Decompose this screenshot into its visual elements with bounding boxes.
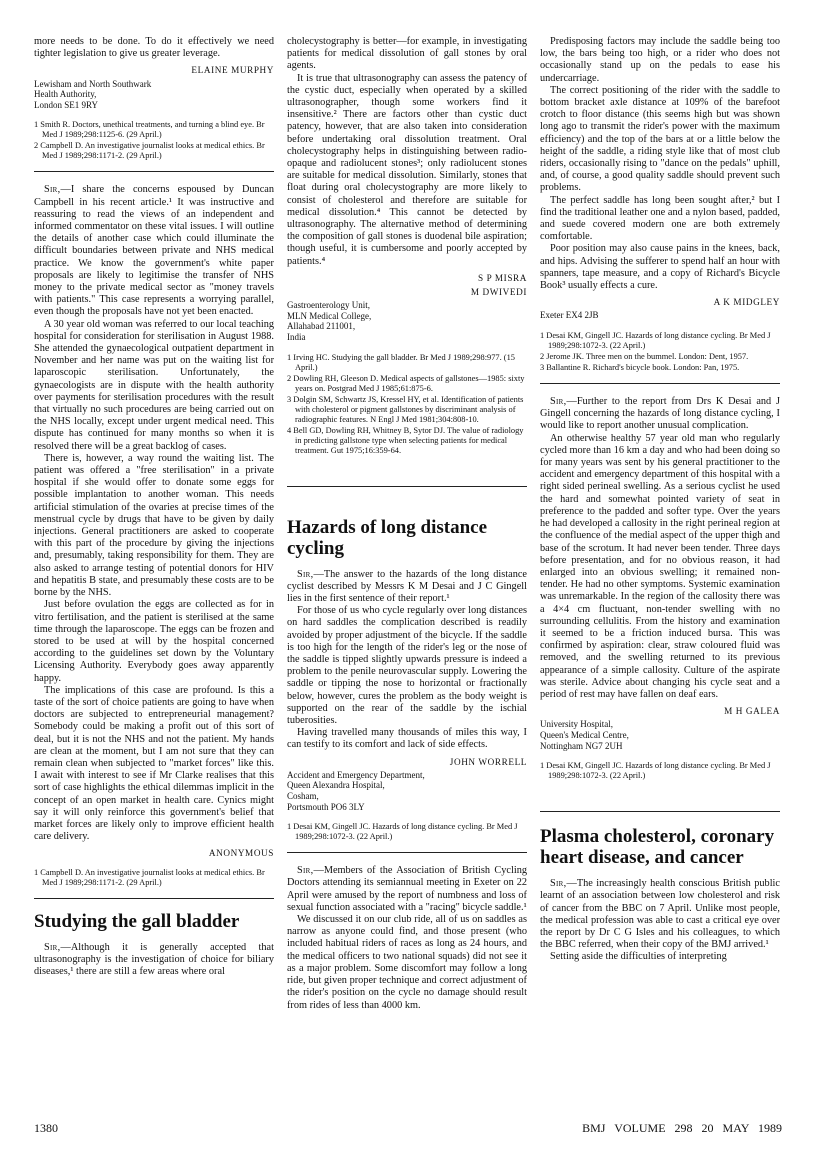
signature-anonymous: ANONYMOUS [208, 848, 274, 859]
address-line: University Hospital, [540, 719, 613, 730]
letter-paragraph [34, 184, 274, 318]
divider [287, 852, 527, 853]
page-number: 1380 [34, 1121, 58, 1135]
letter-text: —Members of the Association of British Cycling Doctors attending its semiannual meeting in Exeter on 22 April were amused by the report of numbness and loss of sexual function associated with a "racing" bicycle saddle.¹ [287, 865, 527, 913]
letter-paragraph [540, 396, 780, 433]
address-block [287, 300, 527, 342]
reference-list [287, 353, 527, 456]
letter-paragraph: Poor position may also cause pains in the knees, back, and hips. Advising the sufferer to spend half an hour with spanners, tape measure, and a copy of Richard's Bicycle Book³ usually effects a cure. [540, 243, 780, 292]
reference-item: 1 Desai KM, Gingell JC. Hazards of long distance cycling. Br Med J 1989;298:1072-3. (22 April.) [540, 761, 771, 781]
address-line: Exeter EX4 2JB [540, 310, 599, 321]
salutation: Sir, [297, 865, 314, 877]
salutation: Sir, [44, 941, 61, 953]
address-line: Allahabad 211001, [287, 321, 356, 332]
divider [540, 811, 780, 812]
signature-dwivedi: M DWIVEDI [470, 287, 527, 298]
letter-text: —Although it is generally accepted that ultrasonography is the investigation of choice for biliary diseases,¹ there are still a few areas where oral [34, 941, 274, 977]
column-2 [287, 36, 527, 1012]
salutation: Sir, [44, 184, 61, 196]
journal-date: 20 MAY 1989 [701, 1121, 782, 1135]
address-line: Accident and Emergency Department, [287, 769, 425, 780]
journal-footer [582, 1121, 782, 1136]
letter-text: —The answer to the hazards of the long distance cyclist described by Messrs K M Desai and J C Gingell lies in the first sentence of their report.¹ [287, 568, 527, 605]
reference-item: 1 Desai KM, Gingell JC. Hazards of long distance cycling. Br Med J 1989;298:1072-3. (22 April.) [540, 331, 771, 351]
divider [34, 898, 274, 899]
letter-paragraph: The correct positioning of the rider with the saddle to bottom bracket axle distance at 109% of the barefoot crotch to floor distance (this seems high but was shown long ago to transmit the rider's power with the maximum efficiency) and the top of the bars at or a little below the height of the saddle, a riding style like that of most club riders, occasionally rising to "dance on the pedals" uphill, and, of course, a good quality saddle should prevent such problems. [540, 84, 780, 194]
letter-paragraph: cholecystography is better—for example, in investigating patients for medical dissolution of gall stones by oral agents. [287, 36, 527, 72]
signature-john-worrell: JOHN WORRELL [449, 756, 527, 767]
letter-text: —Further to the report from Drs K Desai and J Gingell concerning the hazards of long distance cycling, I would like to report another unusual complication. [540, 396, 780, 432]
address-line: India [287, 332, 306, 343]
address-block [34, 79, 274, 111]
letter-paragraph: Having travelled many thousands of miles this way, I can testify to its comfort and lack of side effects. [287, 727, 527, 751]
reference-item: 2 Jerome JK. Three men on the bummel. London: Dent, 1957. [540, 352, 749, 362]
reference-item: 2 Dowling RH, Gleeson D. Medical aspects of gallstones—1985: sixty years on. Postgrad Med J 1985;61:875-6. [287, 373, 525, 393]
divider [540, 383, 780, 384]
article-heading: Hazards of long distance cycling [287, 516, 488, 559]
address-line: Queen Alexandra Hospital, [287, 780, 385, 791]
letter-paragraph: It is true that ultrasonography can assess the patency of the cystic duct, especially when operated by a skilled ultrasonographer, though some workers find it insensitive.² There are factors other than cystic duct patency, however, that are also taken into consideration before undertaking oral dissolution treatment. Oral cholecystography helps in distinguishing between radio-opaque and radiolucent stones³; only radiolucent stones are suitable for medical dissolution. Similarly, stones that float during oral cholecystography are more likely to consist of cholesterol and therefore are suitable for medical dissolution.⁴ This cannot be detected by ultrasonography. The alternative method of determining the composition of gall stones is duodenal bile aspiration; though useful, it is cumbersome and poorly accepted by patients.⁴ [287, 72, 527, 267]
reference-item: 1 Desai KM, Gingell JC. Hazards of long distance cycling. Br Med J 1989;298:1072-3. (22 April.) [287, 822, 518, 842]
letter-paragraph: There is, however, a way round the waiting list. The patient was offered a "free sterilisation" in a private hospital if she would offer to donate some eggs for possible implantation to another woman. This needs artificial stimulation of the ovaries at precise times of the menstrual cycle by drugs that have to be given by daily injections. General practitioners are asked to cooperate with this part of the procedure by giving the injections and, presumably, taking responsibility for them. They are also asked to arrange testing of potential donors for HIV and hepatitis B state, and presumably these costs are to be borne by the NHS. [34, 452, 274, 599]
letter-paragraph [287, 569, 527, 606]
salutation: Sir, [550, 396, 567, 408]
column-1 [34, 36, 274, 978]
address-block [540, 310, 780, 321]
address-line: Gastroenterology Unit, [287, 300, 370, 311]
reference-list [34, 120, 274, 161]
reference-item: 3 Dolgin SM, Schwartz JS, Kressel HY, et al. Identification of patients with cholesterol or pigment gallstones by discriminant analysis of radiographic features. N Engl J Med 1981;304:808-10. [287, 394, 524, 424]
reference-list [287, 822, 527, 842]
address-line: Lewisham and North Southwark [34, 78, 152, 89]
letter-paragraph: For those of us who cycle regularly over long distances on hard saddles the complication described is readily avoided by proper adjustment of the bicycle. If the saddle is too high for the length of the rider's leg or the nose of the saddle is tipped slightly upwards pressure is indeed a problem to the penile neurovascular supply. Lowering the saddle or tipping the nose to horizontal or fractionally below, however, cures the problem as the body weight is supported on the rear of the saddle by the ischial tuberosities. [287, 605, 527, 727]
reference-item: 1 Smith R. Doctors, unethical treatments, and turning a blind eye. Br Med J 1989;298:1125-6. (29 April.) [34, 120, 265, 140]
address-line: London SE1 9RY [34, 99, 99, 110]
divider [34, 171, 274, 172]
letter-paragraph: Predisposing factors may include the saddle being too low, the bars being too high, or a rider who does not occasionally stand up on the pedals to ease his undercarriage. [540, 36, 780, 84]
journal-name: BMJ [582, 1121, 606, 1135]
address-block [287, 770, 527, 812]
reference-item: 2 Campbell D. An investigative journalist looks at medical ethics. Br Med J 1989;298:1171-2. (29 April.) [34, 141, 265, 161]
reference-item: 3 Ballantine R. Richard's bicycle book. London: Pan, 1975. [540, 363, 740, 373]
letter-paragraph: The perfect saddle has long been sought after,² but I find the traditional leather one and a nylon based, padded, and suede covered modern one are both extremely comfortable. [540, 194, 780, 243]
letter-paragraph: We discussed it on our club ride, all of us on saddles as narrow as anyone could find, and those present (who included habitual riders of races as long as 24 hours, and the medical officers to two national squads) did not see it as a major problem. Some discomfort may follow a long ride, but given proper technique and correct adjustment of the rider's position on the cycle no damage should result from rides of less than 4000 km. [287, 914, 527, 1011]
reference-item: 1 Campbell D. An investigative journalist looks at medical ethics. Br Med J 1989;298:1171-2. (29 April.) [34, 867, 265, 887]
letter-paragraph: The implications of this case are profound. Is this a taste of the sort of choice patients are going to have when doctors are subjected to entrepreneurial management? Somebody could be making a profit out of this sort of deal, but it is not the NHS and not the patient. My hands are clean at the moment, but I am not sure that they can remain clean when subjected to "market forces" like this. I await with interest to see if Mr Clarke realises that this sort of case highlights the ethical dilemmas implicit in the concept of an open market in health care. Cynics might say it will only reinforce this government's belief that market forces are likely only to improve efficient health care delivery. [34, 684, 274, 843]
letter-paragraph [540, 878, 780, 951]
article-heading: Plasma cholesterol, coronary heart disease, and cancer [540, 826, 775, 869]
letter-text: —The increasingly health conscious British public learnt of an association between low cholesterol and risk of cancer from the BBC on 7 April. Unlike most people, the medical profession was able to cast a critical eye over the report by Dr C G Isles and his colleagues, to which the BBC referred, when their copy of the BMJ arrived.¹ [540, 878, 780, 951]
reference-item: 1 Irving HC. Studying the gall bladder. Br Med J 1989;298:977. (15 April.) [287, 352, 515, 372]
signature-galea: M H GALEA [724, 706, 780, 717]
address-block [540, 719, 780, 751]
column-3 [540, 36, 780, 964]
address-line: Queen's Medical Centre, [540, 729, 629, 740]
article-heading: Studying the gall bladder [34, 910, 240, 932]
signature-elaine-murphy: ELAINE MURPHY [191, 65, 274, 76]
letter-paragraph [34, 942, 274, 979]
divider [287, 486, 527, 487]
letter-text: —I share the concerns espoused by Duncan Campbell in his recent article.¹ It was instructive and reassuring to read the views of an independent and informed commentator on these vital issues. I will outline the details of another case which could illuminate the difficult boundaries between private and NHS medical practice. We know the government's white paper proposals are likely to legitimise the transfer of NHS money to the private medical sector as "money travels with patients." This case represents a worrying parallel, even though the proposals have not yet been enacted. [34, 184, 274, 318]
reference-list [540, 331, 780, 373]
address-line: MLN Medical College, [287, 310, 372, 321]
letter-paragraph: Setting aside the difficulties of interpreting [550, 951, 727, 963]
address-line: Cosham, [287, 791, 319, 802]
address-line: Portsmouth PO6 3LY [287, 801, 365, 812]
signature-midgley: A K MIDGLEY [713, 297, 780, 308]
salutation: Sir, [297, 568, 314, 580]
letter-paragraph: Just before ovulation the eggs are collected as for in vitro fertilisation, and the patient is sterilised at the same time through the laparoscope. The eggs can be frozen and stored to be used at will by the hospital concerned according to the guidelines set down by the Voluntary Licensing Authority. Everybody goes away apparently happy. [34, 599, 274, 684]
letter-paragraph: A 30 year old woman was referred to our local teaching hospital for consideration for sterilisation in August 1988. She attended the gynaecological outpatient department in November and her name was put on the waiting list for laparoscopic sterilisation. Unfortunately, the gynaecologists are in dispute with the health authority over payments for sterilisation procedures with the result that virtually no such procedures are being carried out on the NHS locally, except under urgent medical need. This dispute has continued for many months so when it is resolved there will be a great backlog of cases. [34, 318, 274, 452]
letter-paragraph: An otherwise healthy 57 year old man who regularly cycled more than 16 km a day and who had been doing so for many years was sent by his general practitioner to the accident and emergency department of this hospital with a right sided perineal swelling. As a serious cyclist he used the hard and somewhat pointed variety of seat in preference to the padded and softer type. Over the years he had developed a callosity in the right perineal region at the confluence of the medial aspect of the upper thigh and base of the scrotum. It had never been tender. Three days before presentation, and for no obvious reason, it had enlarged into an obvious swelling; it remained non-tender. He had no other symptoms. Systemic examination was unremarkable. In the region of the callosity there was a 4×4 cm fluctuant, non-tender swelling with no surrounding cellulitis. From the history and examination it seemed to be a friction induced bursa. This was confirmed by aspiration: clear, straw coloured fluid was removed, and the swelling returned to its previous appearance of a simple callosity. Culture of the aspirate was sterile. Advice about changing his cycle seat and a period of rest may have fallen on deaf ears. [540, 432, 780, 700]
letter-paragraph [287, 865, 527, 914]
reference-list [34, 868, 274, 888]
reference-list [540, 761, 780, 781]
salutation: Sir, [550, 878, 567, 890]
signature-misra: S P MISRA [478, 272, 527, 283]
intro-paragraph: more needs to be done. To do it effectively we need tighter legislation to give us greater leverage. [34, 36, 274, 60]
address-line: Nottingham NG7 2UH [540, 740, 623, 751]
address-line: Health Authority, [34, 89, 97, 100]
reference-item: 4 Bell GD, Dowling RH, Whitney B, Sytor DJ. The value of radiology in predicting gallstone type when selecting patients for medical treatment. Gut 1975;16:359-64. [287, 425, 524, 455]
journal-volume: VOLUME 298 [614, 1121, 693, 1135]
